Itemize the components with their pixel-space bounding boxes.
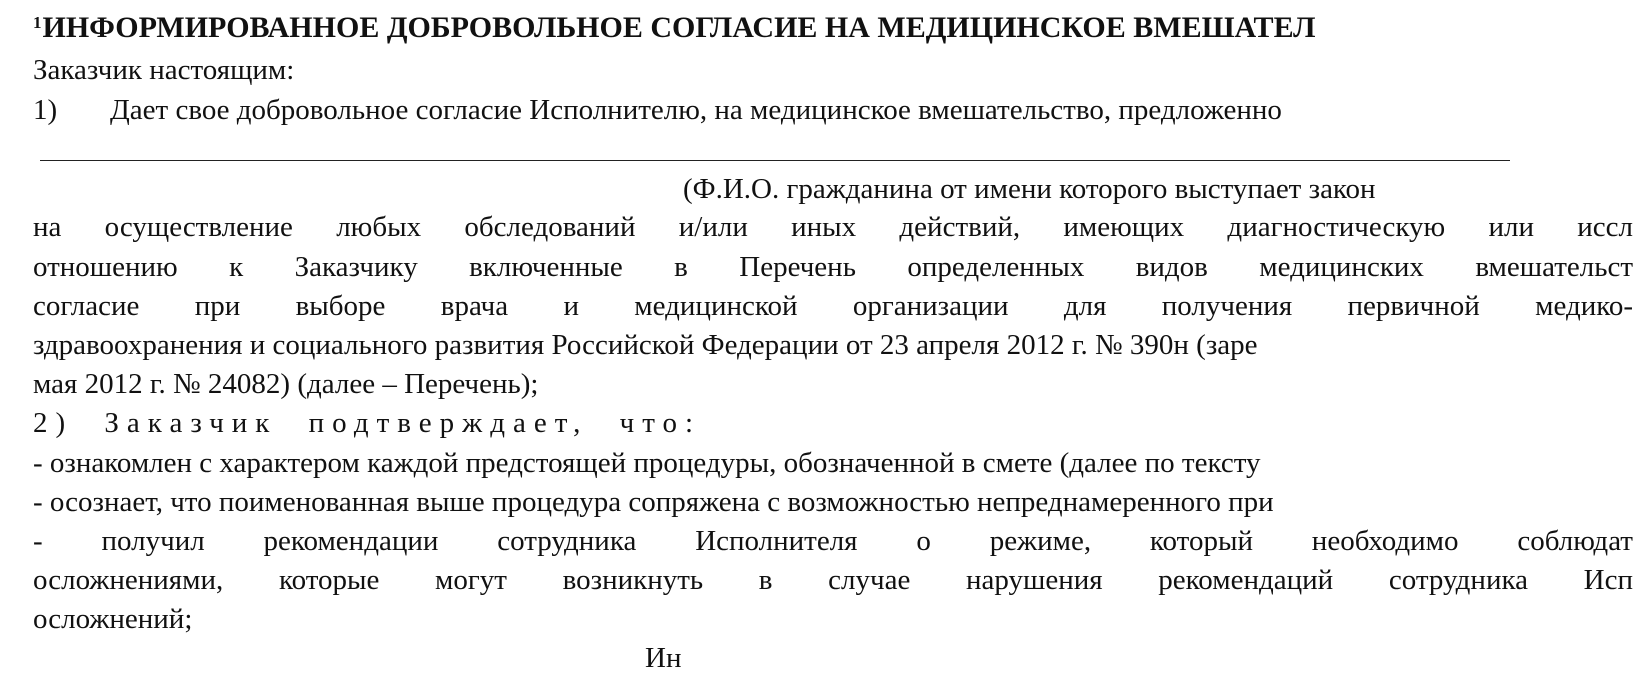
item-1-number: 1) xyxy=(33,94,58,126)
item-1-text: Дает свое добровольное согласие Исполнителю, на медицинское вмешательство, предложенно xyxy=(110,94,1282,126)
confirm-line-1: - ознакомлен с характером каждой предстоящей процедуры, обозначенной в смете (далее по тексту xyxy=(33,447,1261,479)
confirm-line-2: - осознает, что поименованная выше процедура сопряжена с возможностью непреднамеренного при xyxy=(33,486,1274,518)
paragraph-line-5: мая 2012 г. № 24082) (далее – Перечень); xyxy=(33,368,539,400)
confirm-line-3: - получил рекомендации сотрудника Исполнителя о режиме, который необходимо соблюдат xyxy=(33,525,1633,557)
paragraph-line-1: на осуществление любых обследований и/или иных действий, имеющих диагностическую или иссл xyxy=(33,211,1633,243)
document-title-text: ИНФОРМИРОВАННОЕ ДОБРОВОЛЬНОЕ СОГЛАСИЕ НА МЕДИЦИНСКОЕ ВМЕШАТЕЛ xyxy=(42,11,1316,44)
fio-caption: (Ф.И.О. гражданина от имени которого выступает закон xyxy=(683,173,1376,205)
fio-fill-line xyxy=(40,160,1510,161)
confirm-line-4: осложнениями, которые могут возникнуть в случае нарушения рекомендаций сотрудника Исп xyxy=(33,564,1633,596)
item-2-heading: 2) Заказчик подтверждает, что: xyxy=(33,407,702,439)
partial-bottom-text: Ин xyxy=(645,642,682,674)
paragraph-line-3: согласие при выборе врача и медицинской организации для получения первичной медико- xyxy=(33,290,1633,322)
item-1 xyxy=(33,92,1282,128)
footnote-marker: 1 xyxy=(33,13,42,32)
document-title xyxy=(33,9,1316,51)
paragraph-line-4: здравоохранения и социального развития Российской Федерации от 23 апреля 2012 г. № 390н (заре xyxy=(33,329,1258,361)
confirm-line-5: осложнений; xyxy=(33,603,193,635)
intro-line: Заказчик настоящим: xyxy=(33,54,295,86)
paragraph-line-2: отношению к Заказчику включенные в Перечень определенных видов медицинских вмешательст xyxy=(33,251,1633,283)
